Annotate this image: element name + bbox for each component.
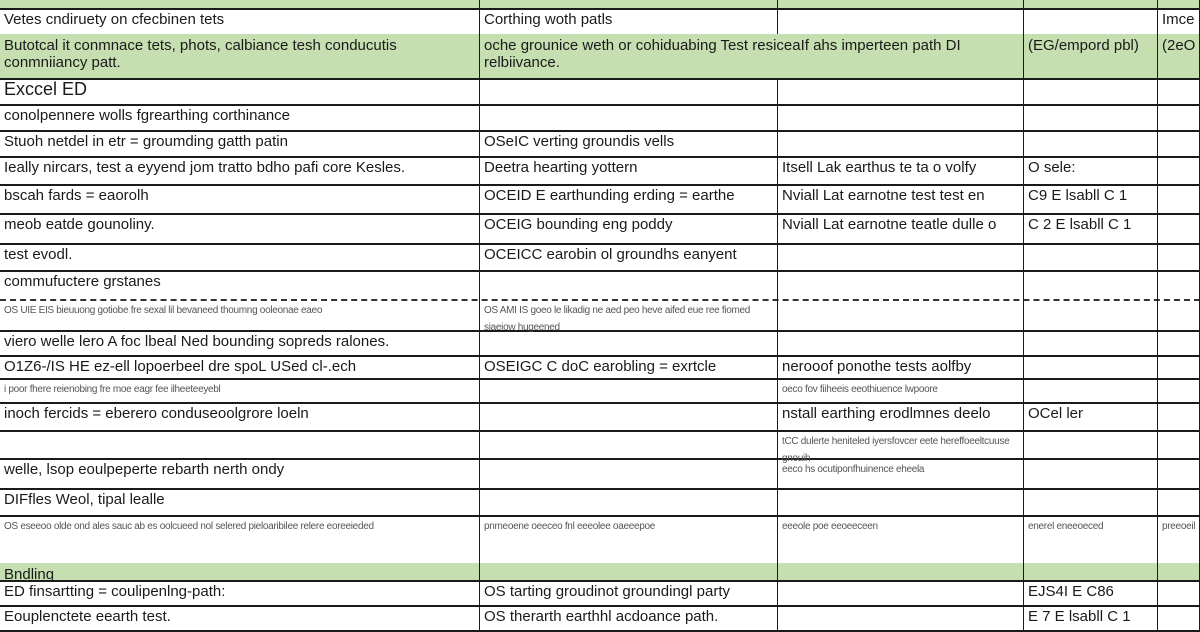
cell[interactable]: test evodl. [0, 243, 480, 270]
cell[interactable] [778, 0, 1024, 8]
cell[interactable]: E 7 E lsabll C 1 [1024, 605, 1158, 630]
cell[interactable] [1158, 299, 1200, 330]
table-row [0, 156, 1200, 186]
cell[interactable]: inoch fercids = eberero conduseoolgrore loeln [0, 402, 480, 430]
cell[interactable] [778, 605, 1024, 630]
table-row [0, 605, 1200, 632]
cell[interactable]: Bndling [0, 563, 480, 580]
cell[interactable] [1158, 563, 1200, 580]
cell[interactable]: C9 E lsabll C 1 [1024, 184, 1158, 213]
cell[interactable]: nstall earthing erodlmnes deelo [778, 402, 1024, 430]
cell[interactable] [1158, 458, 1200, 488]
cell[interactable] [1158, 330, 1200, 355]
cell[interactable]: conolpennere wolls fgrearthing corthinance [0, 104, 480, 130]
cell[interactable] [778, 78, 1024, 104]
cell[interactable]: O sele: [1024, 156, 1158, 184]
cell[interactable] [480, 104, 778, 130]
cell[interactable]: preeoeil [1158, 515, 1200, 563]
cell[interactable] [1024, 563, 1158, 580]
cell[interactable]: welle, lsop eoulpeperte rebarth nerth ondy [0, 458, 480, 488]
cell[interactable] [1024, 243, 1158, 270]
cell[interactable] [1158, 378, 1200, 402]
cell[interactable]: OS therarth earthhl acdoance path. [480, 605, 778, 630]
cell[interactable] [480, 430, 778, 458]
table-row [0, 515, 1200, 565]
cell[interactable] [480, 402, 778, 430]
cell[interactable] [1024, 378, 1158, 402]
table-row [0, 270, 1200, 301]
cell[interactable]: (2eO [1158, 34, 1200, 78]
table-row [0, 458, 1200, 490]
cell[interactable]: Ieally nircars, test a eyyend jom tratto bdho pafi core Kesles. [0, 156, 480, 184]
cell[interactable]: Deetra hearting yottern [480, 156, 778, 184]
cell[interactable]: OS eseeoo olde ond ales sauc ab es oolcueed nol selered pieloaribilee relere eoreeieded [0, 515, 480, 563]
cell[interactable]: OS tarting groudinot groundingl party [480, 580, 778, 605]
cell[interactable] [1158, 270, 1200, 299]
cell[interactable]: i poor fhere reienobing fre moe eagr fee ilheeteeyebl [0, 378, 480, 402]
cell[interactable] [1024, 0, 1158, 8]
cell[interactable]: oche grounice weth or cohiduabing Test resiceaIf ahs imperteen path DI relbiivance. [480, 34, 1024, 78]
table-row [0, 34, 1200, 80]
table-row [0, 430, 1200, 464]
cell[interactable] [1158, 104, 1200, 130]
cell[interactable] [480, 563, 778, 580]
cell[interactable]: enerel eneeoeced [1024, 515, 1158, 563]
table-row [0, 104, 1200, 132]
cell[interactable] [778, 563, 1024, 580]
cell[interactable] [1158, 156, 1200, 184]
cell[interactable] [1024, 458, 1158, 488]
cell[interactable]: EJS4I E C86 [1024, 580, 1158, 605]
cell[interactable]: (EG/empord pbl) [1024, 34, 1158, 78]
cell[interactable]: O1Z6-/IS HE ez-ell lopoerbeel dre spoL USed cl-.ech [0, 355, 480, 378]
cell[interactable] [1158, 0, 1200, 8]
cell[interactable] [778, 488, 1024, 515]
cell[interactable]: pnmeoene oeeceo fnl eeeolee oaeeepoe [480, 515, 778, 563]
cell[interactable] [778, 330, 1024, 355]
cell[interactable] [480, 0, 778, 8]
table-row [0, 8, 1200, 36]
cell[interactable] [778, 299, 1024, 330]
cell[interactable] [1024, 488, 1158, 515]
cell[interactable]: OS AMI IS goeo le likadig ne aed peo heve aifed eue ree fiomed siaeiow hugeened [480, 299, 778, 330]
cell[interactable] [1024, 270, 1158, 299]
cell[interactable]: eeco hs ocutiponfhuinence eheela [778, 458, 1024, 488]
cell[interactable] [778, 270, 1024, 299]
cell[interactable]: Vetes cndiruety on cfecbinen tets [0, 8, 480, 34]
cell[interactable] [1158, 130, 1200, 156]
cell[interactable] [1158, 580, 1200, 605]
cell[interactable]: Nviall Lat earnotne test test en [778, 184, 1024, 213]
table-row [0, 243, 1200, 272]
table-row [0, 130, 1200, 158]
cell[interactable]: Butotcal it conmnace tets, phots, calbiance tesh conducutis conmniiancy patt. [0, 34, 480, 78]
table-row [0, 580, 1200, 607]
table-row [0, 488, 1200, 517]
cell[interactable] [1158, 402, 1200, 430]
cell[interactable] [480, 488, 778, 515]
cell[interactable]: Nviall Lat earnotne teatle dulle o [778, 213, 1024, 243]
cell[interactable] [1158, 243, 1200, 270]
cell[interactable]: OS UIE EIS bieuuong gotiobe fre sexal lil bevaneed thoumng ooleonae eaeo [0, 299, 480, 330]
cell[interactable] [1024, 130, 1158, 156]
cell[interactable] [480, 270, 778, 299]
cell[interactable]: Imce [1158, 8, 1200, 34]
cell[interactable]: commufuctere grstanes [0, 270, 480, 299]
cell[interactable] [1158, 355, 1200, 378]
cell[interactable] [778, 243, 1024, 270]
cell[interactable] [1158, 184, 1200, 213]
cell[interactable]: OSEIGC C doC earobling = exrtcle [480, 355, 778, 378]
cell[interactable] [778, 580, 1024, 605]
cell[interactable] [778, 8, 1024, 34]
cell[interactable] [778, 104, 1024, 130]
cell[interactable]: OCEIG bounding eng poddy [480, 213, 778, 243]
cell[interactable] [1024, 430, 1158, 458]
cell[interactable] [1024, 78, 1158, 104]
cell[interactable] [1024, 330, 1158, 355]
cell[interactable]: ED finsartting = coulipenlng-path: [0, 580, 480, 605]
cell[interactable] [480, 458, 778, 488]
cell[interactable] [1158, 213, 1200, 243]
cell[interactable]: tCC dulerte heniteled iyersfovcer eete hereffoeeltcuuse gnouih [778, 430, 1024, 458]
cell[interactable] [1158, 430, 1200, 458]
cell[interactable]: Corthing woth patls [480, 8, 778, 34]
cell[interactable]: bscah fards = eaorolh [0, 184, 480, 213]
cell[interactable]: viero welle lero A foc lbeal Ned bounding sopreds ralones. [0, 330, 480, 355]
cell[interactable]: C 2 E lsabll C 1 [1024, 213, 1158, 243]
cell[interactable] [1158, 78, 1200, 104]
cell[interactable]: meob eatde gounoliny. [0, 213, 480, 243]
cell[interactable] [0, 0, 480, 8]
cell[interactable] [1158, 488, 1200, 515]
cell[interactable]: OCEID E earthunding erding = earthe [480, 184, 778, 213]
cell[interactable] [480, 378, 778, 402]
cell[interactable]: nerooof ponothe tests aolfby [778, 355, 1024, 378]
cell[interactable] [1158, 605, 1200, 630]
cell[interactable] [1024, 355, 1158, 378]
table-row [0, 378, 1200, 404]
cell[interactable] [1024, 8, 1158, 34]
cell[interactable]: Eouplenctete eearth test. [0, 605, 480, 630]
table-row [0, 402, 1200, 432]
cell[interactable]: OCEICC earobin ol groundhs eanyent [480, 243, 778, 270]
table-row [0, 330, 1200, 357]
table-row [0, 213, 1200, 245]
cell[interactable]: eeeole poe eeoeeceen [778, 515, 1024, 563]
cell[interactable] [778, 130, 1024, 156]
cell[interactable] [1024, 299, 1158, 330]
cell[interactable]: OSeIC verting groundis vells [480, 130, 778, 156]
table-row [0, 78, 1200, 106]
cell[interactable] [1024, 104, 1158, 130]
table-row [0, 355, 1200, 380]
cell[interactable]: DIFfles Weol, tipal lealle [0, 488, 480, 515]
cell[interactable]: Exccel ED [0, 78, 480, 104]
cell[interactable] [0, 430, 480, 458]
cell[interactable]: Stuoh netdel in etr = groumding gatth patin [0, 130, 480, 156]
cell[interactable]: oeco fov fiiheeis eeothiuence lwpoore [778, 378, 1024, 402]
cell[interactable] [480, 78, 778, 104]
table-row [0, 299, 1200, 332]
table-row [0, 184, 1200, 215]
cell[interactable] [480, 330, 778, 355]
cell[interactable]: OCel ler [1024, 402, 1158, 430]
cell[interactable]: Itsell Lak earthus te ta o volfy [778, 156, 1024, 184]
